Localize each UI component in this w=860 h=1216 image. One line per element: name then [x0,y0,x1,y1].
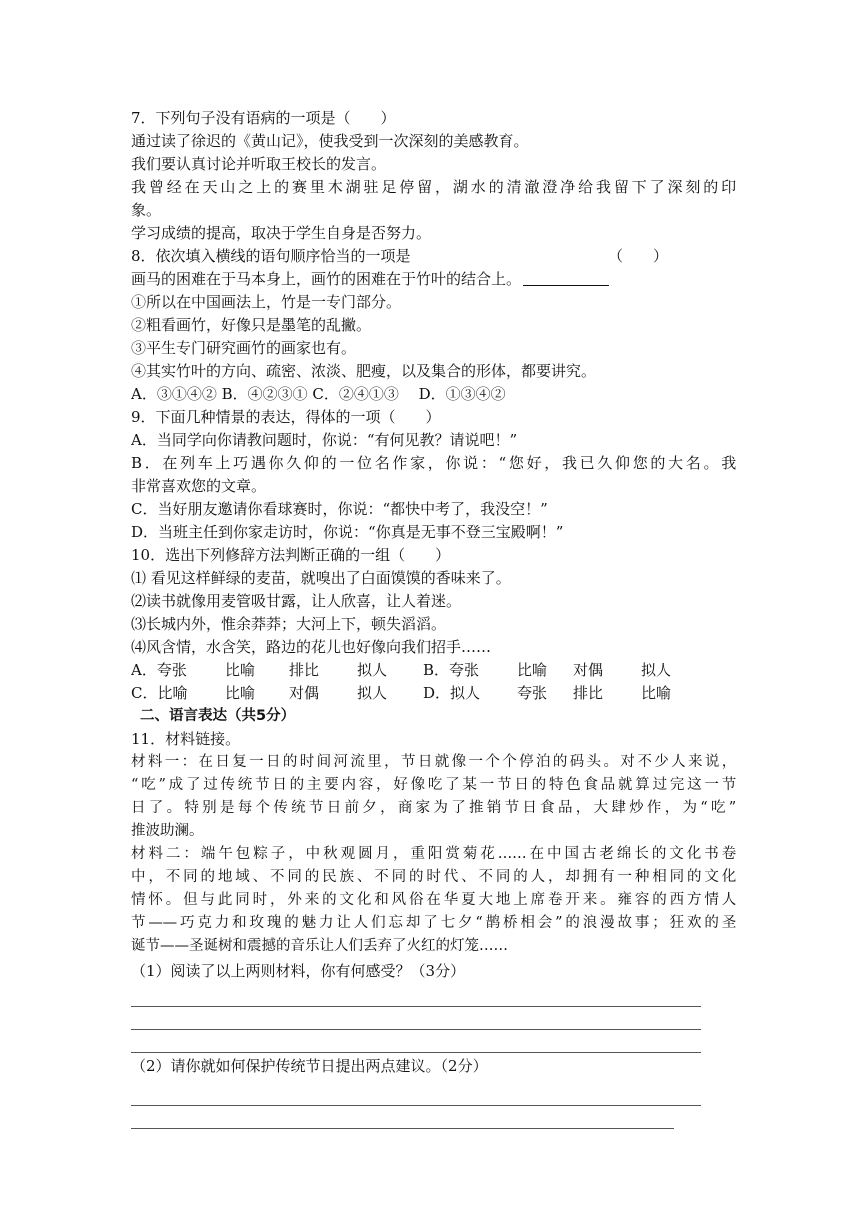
material-2-line: 情怀。但与此同时，外来的文化和风俗在华夏大地上席卷开来。雍容的西方情人 [131,892,736,908]
answer-line[interactable] [131,984,701,1007]
choice-cell: A．夸张 [131,661,187,679]
q11-sub-question-2: （2）请你就如何保护传统节日提出两点建议。（2分） [131,1057,488,1075]
choice-cell: 拟人 [357,661,388,679]
q8-item: ③平生专门研究画竹的画家也有。 [131,339,357,357]
q7-option: 通过读了徐迟的《黄山记》，使我受到一次深刻的美感教育。 [131,132,529,150]
material-1-line: 推波助澜。 [131,823,204,839]
q10-item: ⑴ 看见这样鲜绿的麦苗，就嗅出了白面馍馍的香味来了。 [131,569,511,587]
choice-cell: 拟人 [641,661,672,679]
answer-blank [523,270,609,286]
q9-line: C．当好朋友邀请你看球赛时，你说：“都快中考了，我没空！” [131,500,548,518]
q10-item: ⑵读书就像用麦管吸甘露，让人欣喜，让人着迷。 [131,592,462,610]
choice-cell: 比喻 [517,661,548,679]
material-1-line: 日了。特别是每个传统节日前夕，商家为了推销节日食品，大肆炒作，为“吃” [131,800,736,816]
q8-answer-paren: （ ） [608,247,669,265]
choice-cell: C．比喻 [131,684,188,702]
choice-cell: 比喻 [225,684,256,702]
choice-cell: 比喻 [225,661,256,679]
choice-cell: B．夸张 [423,661,480,679]
choice-cell: 拟人 [357,684,388,702]
q8-passage: 画马的困难在于马本身上，画竹的困难在于竹叶的结合上。 [131,270,522,288]
q8-stem-row [131,245,736,268]
q11-stem: 11．材料链接。 [131,730,241,748]
q7-option-cont: 象。 [131,201,162,219]
material-2-line: 节——巧克力和玫瑰的魅力让人们忘却了七夕“鹊桥相会”的浪漫故事；狂欢的圣 [131,915,736,931]
q7-option: 学习成绩的提高，取决于学生自身是否努力。 [131,224,432,242]
q9-line: B．在列车上巧遇你久仰的一位名作家，你说：“您好，我已久仰您的大名。我 [131,454,736,472]
content-column [131,107,736,1129]
q8-choices: A．③①④② B．④②③① C．②④①③ D．①③④② [131,385,506,403]
q7-stem: 7．下列句子没有语病的一项是（ ） [131,109,396,127]
q10-stem: 10．选出下列修辞方法判断正确的一组（ ） [131,546,451,564]
material-2-line: 中，不同的地域、不同的民族、不同的时代、不同的人，却拥有一种相同的文化 [131,869,736,885]
answer-line[interactable] [131,1106,674,1129]
q10-item: ⑷风含情，水含笑，路边的花儿也好像向我们招手…… [131,638,492,656]
q7-option: 我们要认真讨论并听取王校长的发言。 [131,155,387,173]
choice-cell: 对偶 [289,684,320,702]
q10-choices-row-1 [131,659,736,682]
q8-item: ④其实竹叶的方向、疏密、浓淡、肥瘦，以及集合的形体，都要讲究。 [131,362,597,380]
q9-line: D．当班主任到你家走访时，你说：“你真是无事不登三宝殿啊！” [131,523,564,541]
q8-stem: 8．依次填入横线的语句顺序恰当的一项是 [131,247,411,265]
choice-cell: D．拟人 [423,684,481,702]
answer-line[interactable] [131,1079,701,1106]
q9-line: A．当同学向你请教问题时，你说：“有何见教？请说吧！” [131,431,518,449]
choice-cell: 排比 [573,684,604,702]
q8-item: ①所以在中国画法上，竹是一专门部分。 [131,293,402,311]
choice-cell: 对偶 [573,661,604,679]
material-1-line: 材料一：在日复一日的时间河流里，节日就像一个个停泊的码头。对不少人来说， [131,754,736,770]
section-heading: 二、语言表达（共5分） [140,708,296,724]
material-2-line: 材料二：端午包粽子，中秋观圆月，重阳赏菊花……在中国古老绵长的文化书卷 [131,846,736,862]
material-1-line: “吃”成了过传统节日的主要内容，好像吃了某一节日的特色食品就算过完这一节 [131,777,736,793]
q10-choices-row-2 [131,682,736,705]
q10-item: ⑶长城内外，惟余莽莽；大河上下，顿失滔滔。 [131,615,447,633]
q7-option: 我曾经在天山之上的赛里木湖驻足停留，湖水的清澈澄净给我留下了深刻的印 [131,178,736,196]
q8-item: ②粗看画竹，好像只是墨笔的乱撇。 [131,316,372,334]
q11-sub-question-1: （1）阅读了以上两则材料，你有何感受？（3分） [131,962,466,980]
choice-cell: 夸张 [517,684,548,702]
choice-cell: 比喻 [641,684,672,702]
q9-stem: 9．下面几种情景的表达，得体的一项（ ） [131,408,441,426]
choice-cell: 排比 [289,661,320,679]
q9-line: 非常喜欢您的文章。 [131,477,267,495]
answer-line[interactable] [131,1007,701,1030]
material-2-line: 诞节——圣诞树和震撼的音乐让人们丢弃了火红的灯笼…… [131,938,508,954]
answer-line[interactable] [131,1030,701,1053]
q8-passage-row [131,268,736,291]
